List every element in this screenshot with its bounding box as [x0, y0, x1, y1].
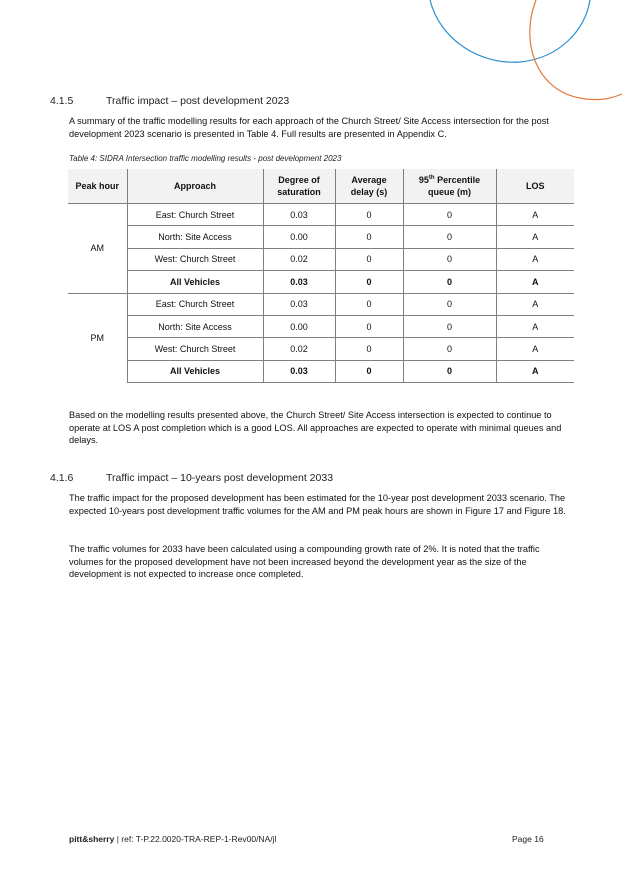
- los-cell: A: [496, 271, 574, 293]
- saturation-cell: 0.00: [263, 315, 335, 337]
- saturation-cell: 0.03: [263, 293, 335, 315]
- saturation-cell: 0.02: [263, 248, 335, 270]
- decorative-arcs: [0, 0, 622, 110]
- header-peak-hour: Peak hour: [68, 169, 127, 204]
- table-row: [68, 226, 574, 248]
- los-cell: A: [496, 338, 574, 360]
- orange-arc: [530, 0, 622, 100]
- delay-cell: 0: [335, 226, 403, 248]
- table-row: [68, 315, 574, 337]
- footer-reference: [69, 834, 276, 844]
- queue-cell: 0: [403, 293, 496, 315]
- section-heading-4-1-6: [50, 472, 333, 484]
- table-row: [68, 248, 574, 270]
- queue-cell: 0: [403, 315, 496, 337]
- saturation-cell: 0.03: [263, 360, 335, 382]
- table-row-total: [68, 271, 574, 293]
- los-cell: A: [496, 248, 574, 270]
- saturation-cell: 0.03: [263, 204, 335, 226]
- table-row: [68, 204, 574, 226]
- queue-cell: 0: [403, 226, 496, 248]
- approach-cell: All Vehicles: [127, 271, 263, 293]
- table-row-total: [68, 360, 574, 382]
- delay-cell: 0: [335, 315, 403, 337]
- los-cell: A: [496, 293, 574, 315]
- approach-cell: East: Church Street: [127, 204, 263, 226]
- delay-cell: 0: [335, 204, 403, 226]
- conclusion-paragraph: Based on the modelling results presented above, the Church Street/ Site Access intersection is expected to continue to operate at LOS A post completion which is a good LOS. All approaches are expected to operate with minimal queues and delays.: [69, 410, 562, 446]
- delay-cell: 0: [335, 360, 403, 382]
- table-row: [68, 293, 574, 315]
- page-number: Page 16: [512, 834, 544, 844]
- los-cell: A: [496, 226, 574, 248]
- delay-cell: 0: [335, 248, 403, 270]
- header-los: LOS: [496, 169, 574, 204]
- queue-cell: 0: [403, 271, 496, 293]
- header-95th-percentile-queue: 95th Percentile queue (m): [403, 169, 496, 204]
- section-title: Traffic impact – 10-years post development 2033: [106, 472, 334, 484]
- saturation-cell: 0.03: [263, 271, 335, 293]
- section-number: 4.1.5: [50, 95, 74, 107]
- delay-cell: 0: [335, 271, 403, 293]
- section-number: 4.1.6: [50, 472, 74, 484]
- document-ref: | ref: T-P.22.0020-TRA-REP-1-Rev00/NA/jl: [114, 834, 277, 844]
- blue-arc: [430, 0, 590, 62]
- results-table: [68, 169, 574, 383]
- impact-paragraph: The traffic impact for the proposed development has been estimated for the 10-year post development 2033 scenario. The expected 10-years post development traffic volumes for the AM and PM peak hours are shown in Figure 17 and Figure 18.: [69, 493, 566, 516]
- table-caption: Table 4: SIDRA Intersection traffic modelling results - post development 2023: [69, 154, 342, 163]
- approach-cell: North: Site Access: [127, 315, 263, 337]
- queue-cell: 0: [403, 204, 496, 226]
- los-cell: A: [496, 315, 574, 337]
- table-row: [68, 338, 574, 360]
- peak-hour-cell: PM: [68, 293, 127, 383]
- company-brand: pitt&sherry: [69, 834, 115, 844]
- saturation-cell: 0.02: [263, 338, 335, 360]
- approach-cell: West: Church Street: [127, 338, 263, 360]
- header-degree-of-saturation: Degree of saturation: [263, 169, 335, 204]
- header-average-delay: Average delay (s): [335, 169, 403, 204]
- los-cell: A: [496, 360, 574, 382]
- delay-cell: 0: [335, 338, 403, 360]
- queue-cell: 0: [403, 360, 496, 382]
- section-heading-4-1-5: [50, 95, 289, 107]
- delay-cell: 0: [335, 293, 403, 315]
- approach-cell: All Vehicles: [127, 360, 263, 382]
- approach-cell: East: Church Street: [127, 293, 263, 315]
- approach-cell: West: Church Street: [127, 248, 263, 270]
- saturation-cell: 0.00: [263, 226, 335, 248]
- growth-paragraph: The traffic volumes for 2033 have been calculated using a compounding growth rate of 2%. It is noted that the traffic volumes for the proposed development have not been increased beyond the development year as the size of the development is not expected to increase once completed.: [69, 544, 540, 580]
- peak-hour-cell: AM: [68, 204, 127, 294]
- header-approach: Approach: [127, 169, 263, 204]
- queue-cell: 0: [403, 248, 496, 270]
- intro-paragraph: A summary of the traffic modelling results for each approach of the Church Street/ Site Access intersection for the post development 2023 scenario is presented in Table 4. Full results are presented in Appendix C.: [69, 116, 549, 139]
- section-title: Traffic impact – post development 2023: [106, 95, 290, 107]
- queue-cell: 0: [403, 338, 496, 360]
- los-cell: A: [496, 204, 574, 226]
- approach-cell: North: Site Access: [127, 226, 263, 248]
- table-header-row: [68, 169, 574, 204]
